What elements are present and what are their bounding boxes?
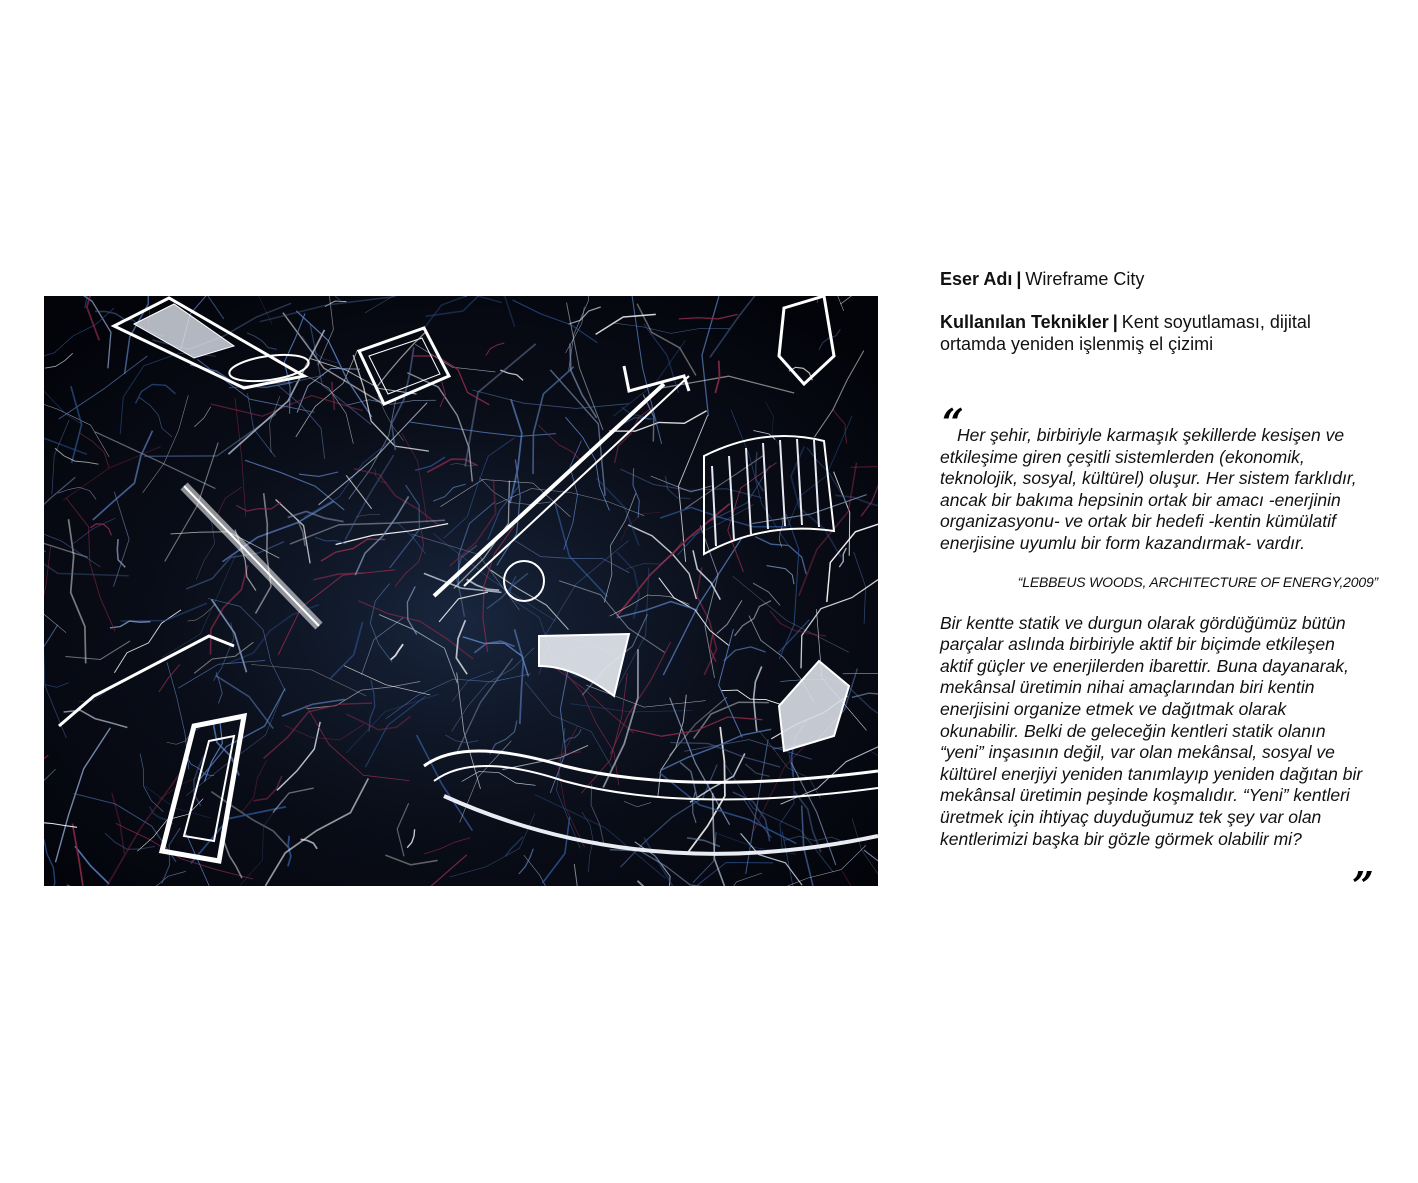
techniques-separator: | — [1112, 312, 1118, 332]
artwork-techniques-label: Kullanılan Teknikler — [940, 312, 1109, 332]
title-separator: | — [1016, 269, 1022, 289]
quote-citation: “LEBBEUS WOODS, ARCHITECTURE OF ENERGY,2009” — [1017, 573, 1378, 590]
quote-text: Her şehir, birbiriyle karmaşık şekillerde kesişen ve etkileşime giren çeşitli sistemlerden (ekonomik, teknolojik, sosyal, kültürel) oluşur. Her sistem farklıdır, ancak bir bakıma hepsinin ortak bir amacı -enerjinin organizasyonu- ve ortak bir hedefi -kentin kümülatif enerjisine uyumlu bir form kazandırmak- vardır. — [940, 425, 1357, 553]
open-quote-mark: “ — [942, 400, 964, 445]
close-quote-mark: ” — [1352, 863, 1374, 908]
artwork-title-value: Wireframe City — [1025, 269, 1145, 289]
statement-text: Bir kentte statik ve durgun olarak gördüğümüz bütün parçalar aslında birbiriyle aktif bir biçimde etkileşen aktif güçler ve enerjilerden ibarettir. Buna dayanarak, mekânsal üretimin nihai amaçlarından biri kentin enerjisini organize etmek ve dağıtmak olarak okunabilir. Belki de geleceğin kentleri statik olanın “yeni” inşasının değil, var olan mekânsal, sosyal ve kültürel enerjiyi yeniden tanımlayıp yeniden dağıtan bir mekânsal üretimin peşinde koşmalıdır. “Yeni” kentleri üretmek için ihtiyaç duyduğumuz tek şey var olan kentlerimizi başka bir gözle görmek olabilir mi? — [940, 612, 1363, 849]
artwork-techniques-line — [940, 311, 1360, 355]
artwork-info-panel — [940, 268, 1380, 850]
artwork-title-line — [940, 268, 1380, 290]
artwork-canvas — [44, 296, 878, 886]
artwork-title-label: Eser Adı — [940, 269, 1013, 289]
artwork-background — [44, 296, 878, 886]
quote-block — [940, 400, 1378, 850]
artwork-techniques-value: Kent soyutlaması, dijital ortamda yeniden işlenmiş el çizimi — [940, 312, 1311, 354]
wireframe-city-artwork — [44, 296, 878, 886]
